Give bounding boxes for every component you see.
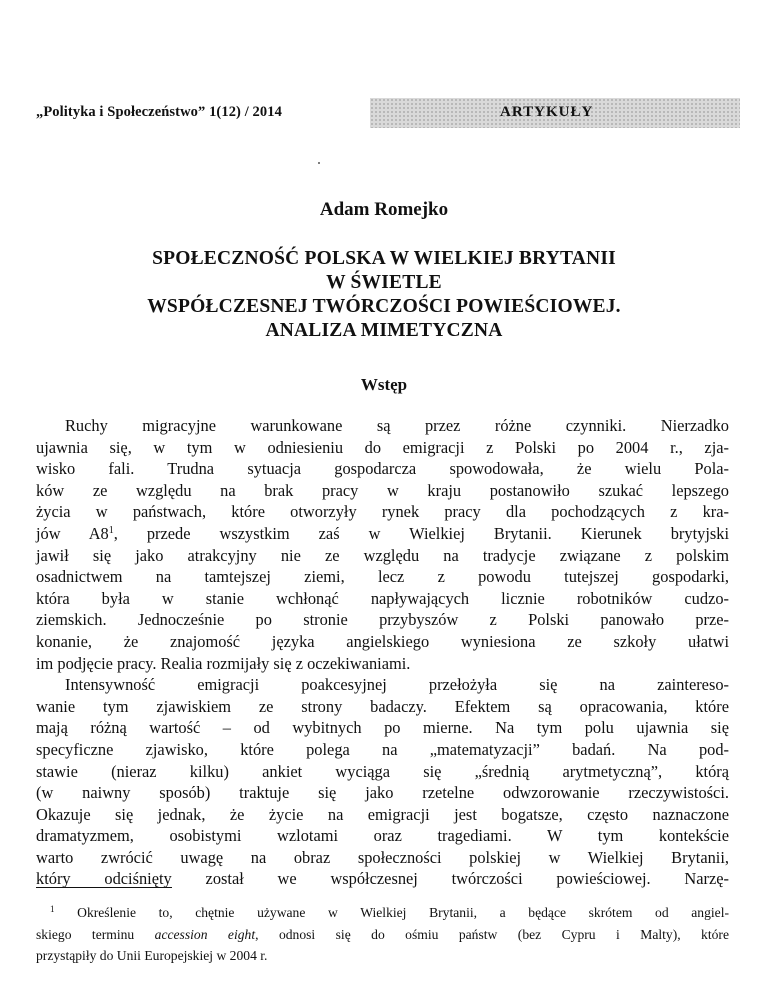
footnote-line: przystąpiły do Unii Europejskiej w 2004 r. [36, 948, 268, 964]
text-line: warto zwrócić uwagę na obraz społeczności polskiej w Wielkiej Brytanii, [36, 847, 729, 867]
body-text [36, 415, 729, 890]
title-line: SPOŁECZNOŚĆ POLSKA W WIELKIEJ BRYTANII [152, 248, 616, 269]
text-line: wanie tym zjawiskiem ze strony badaczy. Efektem są opracowania, które [36, 696, 729, 716]
footnote-line [36, 925, 729, 947]
text-line: dramatyzmem, osobistymi wzlotami oraz tragediami. W tym kontekście [36, 826, 729, 846]
title-line: WSPÓŁCZESNEJ TWÓRCZOŚCI POWIEŚCIOWEJ. [147, 296, 621, 317]
text-line: osadnictwem na tamtejszej ziemi, lecz z powodu tutejszej gospodarki, [36, 567, 729, 587]
author-name: Adam Romejko [319, 199, 449, 220]
text-line: jawił się jako atrakcyjny nie ze względu na tradycje związane z polskim [36, 545, 729, 565]
text-line: Okazuje się jednak, że życie na emigracji jest bogatsze, często naznaczone [36, 804, 729, 824]
text-line [36, 523, 729, 545]
text-line: wisko fali. Trudna sytuacja gospodarcza spowodowała, że wielu Pola- [36, 459, 729, 479]
italic-term: accession eight [154, 926, 256, 942]
text-line: specyficzne zjawisko, które polega na „matematyzacji” badań. Na pod- [36, 739, 729, 759]
text-line: ziemskich. Jednocześnie po stronie przybyszów z Polski panowało prze- [36, 610, 729, 630]
text-fragment: jów A8 [36, 523, 109, 543]
article-title [20, 247, 748, 343]
text-line: który odciśnięty został we współczesnej twórczości powieściowej. Narzę- [36, 869, 729, 889]
text-line: która była w stanie wchłonąć napływających licznie robotników cudzo- [36, 588, 729, 608]
text-fragment: Określenie to, chętnie używane w Wielkiej Brytanii, a będące skrótem od angiel- [77, 905, 729, 920]
text-line: życia w państwach, które otworzyły rynek pracy dla pochodzących z kra- [36, 502, 729, 522]
text-line: ków ze względu na brak pracy w kraju postanowiło szukać lepszego [36, 480, 729, 500]
footnote-number: 1 [50, 904, 55, 914]
footnote [36, 903, 729, 968]
text-line: mają różną wartość – od wybitnych po mierne. Na tym polu ujawnia się [36, 718, 729, 738]
text-fragment: , odnosi się do ośmiu państw (bez Cypru i Malty), które [255, 926, 729, 942]
text-fragment: skiego terminu [36, 926, 155, 942]
section-label: ARTYKUŁY [500, 104, 594, 120]
text-line: konanie, że znajomość języka angielskiego wyniesiona ze szkoły ułatwi [36, 631, 729, 651]
text-line: (w naiwny sposób) traktuje się jako rzetelne odwzorowanie rzeczywistości. [36, 783, 729, 803]
scan-speck [318, 162, 320, 164]
text-line: stawie (nieraz kilku) ankiet wyciąga się „średnią arytmetyczną”, którą [36, 761, 729, 781]
title-line: W ŚWIETLE [326, 272, 442, 293]
section-badge [370, 98, 740, 128]
footnote-reference: 1 [108, 524, 114, 536]
footnote-line [36, 903, 729, 925]
text-line: Ruchy migracyjne warunkowane są przez różne czynniki. Nierzadko [65, 416, 729, 435]
footnote-divider [36, 887, 172, 888]
text-fragment: , przede wszystkim zaś w Wielkiej Brytanii. Kierunek brytyjski [113, 523, 730, 543]
text-line: Intensywność emigracji poakcesyjnej przełożyła się na zaintereso- [65, 675, 729, 695]
section-heading: Wstęp [360, 375, 408, 394]
journal-running-head: „Polityka i Społeczeństwo” 1(12) / 2014 [36, 104, 282, 120]
text-line: im podjęcie pracy. Realia rozmijały się z oczekiwaniami. [36, 653, 411, 673]
text-line: ujawnia się, w tym w odniesieniu do emigracji z Polski po 2004 r., zja- [36, 437, 729, 457]
title-line: ANALIZA MIMETYCZNA [265, 320, 503, 341]
